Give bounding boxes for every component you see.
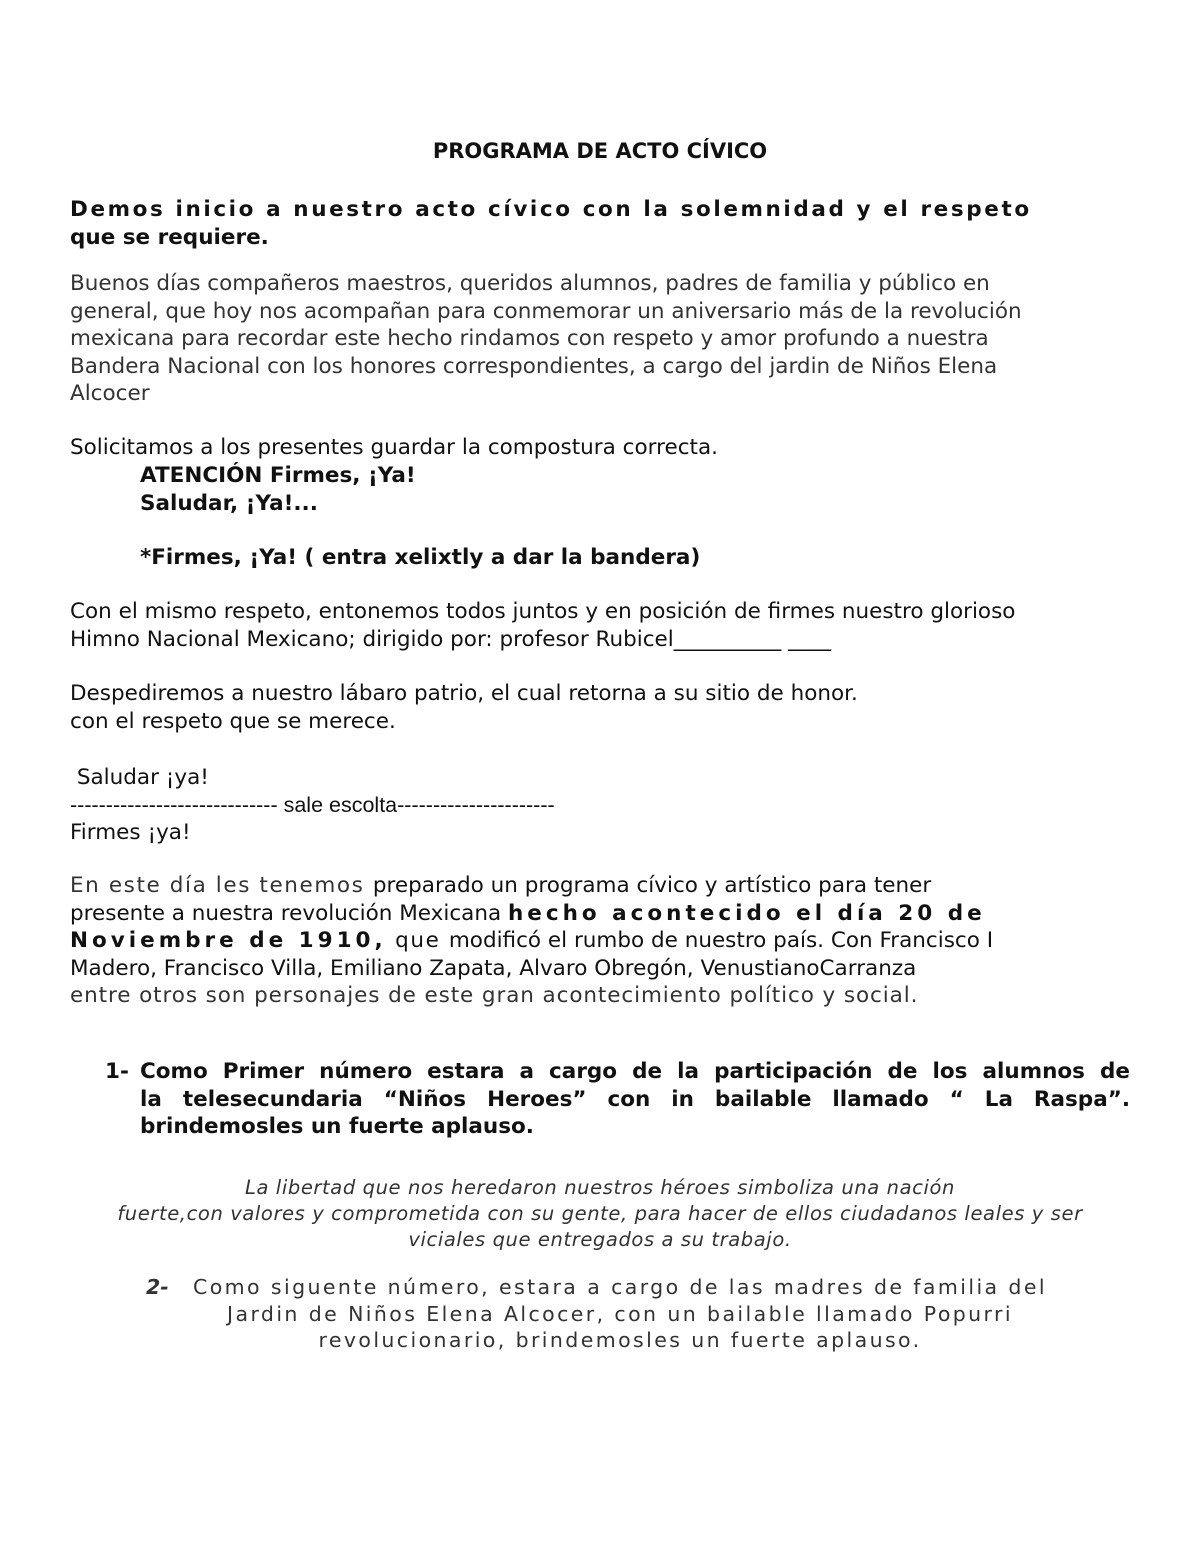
quote-paragraph bbox=[40, 1175, 1160, 1253]
farewell-line: Despediremos a nuestro lábaro patrio, el cual retorna a su sitio de honor. bbox=[70, 681, 858, 706]
item-1-line: brindemosles un fuerte aplauso. bbox=[140, 1114, 534, 1139]
escort-firm: Firmes ¡ya! bbox=[70, 820, 191, 845]
item-1-number: 1- bbox=[105, 1059, 129, 1084]
item-1-line: la telesecundaria “Niños Heroes” con in bailable llamado “ La Raspa”. bbox=[140, 1086, 1130, 1112]
anthem-line: Con el mismo respeto, entonemos todos juntos y en posición de firmes nuestro glorioso bbox=[70, 599, 1016, 624]
item-2-body bbox=[70, 1274, 1130, 1354]
program-text: presente a nuestra revolución Mexicana bbox=[70, 900, 508, 926]
greeting-line: Buenos días compañeros maestros, queridos alumnos, padres de familia y público en bbox=[70, 271, 990, 296]
intro-paragraph bbox=[70, 196, 1130, 251]
command-salute: Saludar, ¡Ya!... bbox=[140, 491, 318, 516]
anthem-line: Himno Nacional Mexicano; dirigido por: profesor Rubicel__________ ____ bbox=[70, 626, 832, 652]
program-line bbox=[70, 872, 1130, 900]
program-line bbox=[70, 900, 1130, 928]
document-title: PROGRAMA DE ACTO CÍVICO bbox=[432, 139, 768, 163]
item-2-line: Como siguente número, estara a cargo de las madres de familia del bbox=[193, 1275, 1047, 1299]
program-date-text: Noviembre de 1910, bbox=[70, 928, 387, 953]
intro-line: que se requiere. bbox=[70, 224, 269, 250]
item-1 bbox=[70, 1058, 1130, 1141]
program-text: En este día les tenemos bbox=[70, 873, 373, 898]
program-text: modificó el rumbo de nuestro país. Con Francisco I bbox=[448, 928, 994, 953]
greeting-line: Bandera Nacional con los honores correspondientes, a cargo del jardin de Niños Elena bbox=[70, 353, 998, 379]
quote-line: fuerte,con valores y comprometida con su gente, para hacer de ellos ciudadanos leales y ser bbox=[117, 1202, 1083, 1225]
greeting-line: Alcocer bbox=[70, 381, 150, 406]
program-paragraph bbox=[70, 872, 1130, 1010]
farewell-line: con el respeto que se merece. bbox=[70, 708, 396, 734]
command-flag: *Firmes, ¡Ya! ( entra xelixtly a dar la bandera) bbox=[140, 545, 701, 570]
greeting-paragraph bbox=[70, 270, 1130, 408]
item-1-line: Como Primer número estara a cargo de la participación de los alumnos de bbox=[140, 1059, 1130, 1084]
command-attention: ATENCIÓN Firmes, ¡Ya! bbox=[140, 463, 416, 488]
program-date-text: hecho acontecido el día 20 de bbox=[507, 900, 986, 926]
greeting-line: general, que hoy nos acompañan para conmemorar un aniversario más de la revolución bbox=[70, 298, 1022, 324]
quote-line: La libertad que nos heredaron nuestros héroes simboliza una nación bbox=[245, 1176, 955, 1199]
item-2 bbox=[70, 1274, 1130, 1354]
escort-salute: Saludar ¡ya! bbox=[70, 765, 209, 790]
greeting-line: mexicana para recordar este hecho rindamos con respeto y amor profundo a nuestra bbox=[70, 326, 989, 351]
item-2-line: Jardin de Niños Elena Alcocer, con un bailable llamado Popurri bbox=[227, 1301, 1013, 1326]
program-line: entre otros son personajes de este gran acontecimiento político y social. bbox=[70, 983, 919, 1008]
solicit-text: Solicitamos a los presentes guardar la compostura correcta. bbox=[70, 435, 718, 460]
quote-line: viciales que entregados a su trabajo. bbox=[408, 1228, 792, 1251]
farewell-paragraph bbox=[70, 680, 1130, 735]
anthem-paragraph bbox=[70, 598, 1130, 653]
program-line bbox=[70, 927, 1130, 955]
intro-line: Demos inicio a nuestro acto cívico con la solemnidad y el respeto bbox=[70, 197, 1032, 222]
item-2-line: revolucionario, brindemosles un fuerte aplauso. bbox=[318, 1328, 922, 1352]
escort-section bbox=[70, 764, 1130, 847]
item-2-number: 2- bbox=[146, 1275, 169, 1299]
program-line: Madero, Francisco Villa, Emiliano Zapata, Alvaro Obregón, VenustianoCarranza bbox=[70, 955, 917, 981]
item-1-body bbox=[70, 1058, 1130, 1141]
program-text: que bbox=[386, 928, 449, 953]
program-text: preparado un programa cívico y artístico para tener bbox=[372, 873, 932, 898]
escort-exit: ----------------------------- sale escolta---------------------- bbox=[70, 792, 555, 817]
